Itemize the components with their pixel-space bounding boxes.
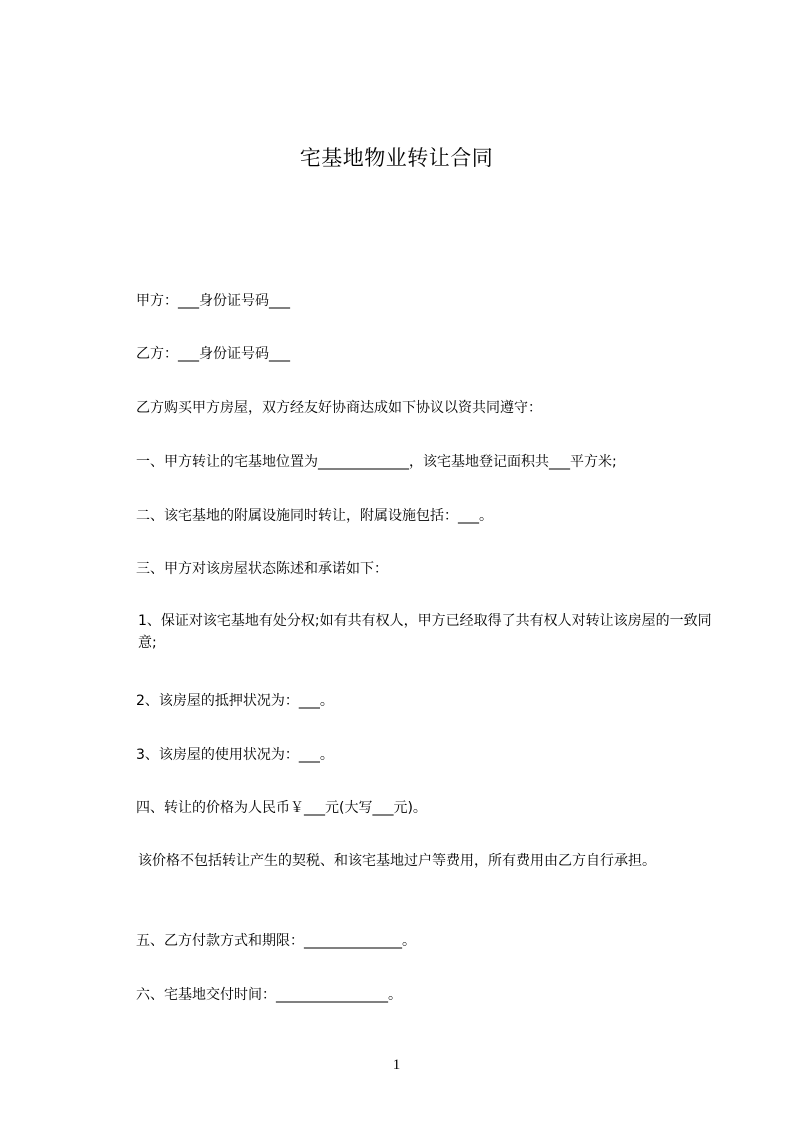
clause-two: 二、该宅基地的附属设施同时转让，附属设施包括：___。 — [136, 508, 493, 524]
party-a-line: 甲方：___身份证号码___ — [136, 293, 290, 309]
clause-five: 五、乙方付款方式和期限：______________。 — [136, 933, 416, 949]
document-title: 宅基地物业转让合同 — [299, 146, 494, 170]
price-note: 该价格不包括转让产生的契税、和该宅基地过户等费用，所有费用由乙方自行承担。 — [138, 853, 656, 869]
clause-six: 六、宅基地交付时间：________________。 — [136, 987, 402, 1003]
party-b-line: 乙方：___身份证号码___ — [136, 346, 290, 362]
agreement-intro: 乙方购买甲方房屋，双方经友好协商达成如下协议以资共同遵守： — [136, 400, 542, 416]
clause-one: 一、甲方转让的宅基地位置为_____________，该宅基地登记面积共___平方米; — [136, 454, 617, 470]
clause-three: 三、甲方对该房屋状态陈述和承诺如下： — [136, 561, 388, 577]
clause-three-item-3: 3、该房屋的使用状况为：___。 — [136, 747, 334, 763]
page-number: 1 — [392, 1057, 401, 1073]
clause-three-item-1: 1、保证对该宅基地有处分权;如有共有权人，甲方已经取得了共有权人对转让该房屋的一致同意; — [138, 613, 712, 651]
clause-three-item-2: 2、该房屋的抵押状况为：___。 — [136, 693, 334, 709]
clause-four: 四、转让的价格为人民币￥___元(大写___元)。 — [136, 800, 427, 816]
